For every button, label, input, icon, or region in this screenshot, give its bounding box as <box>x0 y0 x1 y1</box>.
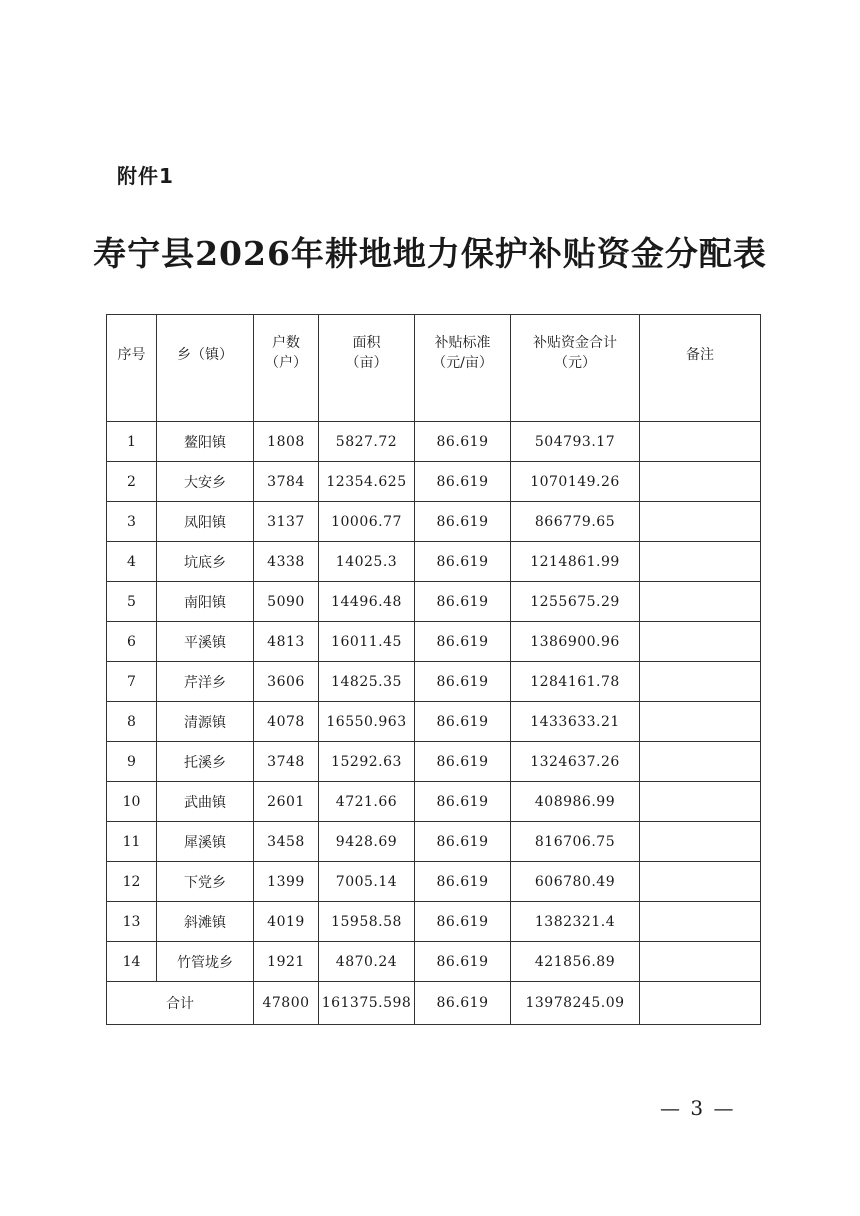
cell-standard: 86.619 <box>415 502 511 542</box>
cell-standard: 86.619 <box>415 862 511 902</box>
cell-area: 14825.35 <box>319 662 415 702</box>
table-row <box>107 702 761 742</box>
cell-remark <box>640 422 761 462</box>
cell-total: 408986.99 <box>511 782 640 822</box>
cell-area: 14496.48 <box>319 582 415 622</box>
header-area-label: 面积 <box>352 335 381 351</box>
header-remark: 备注 <box>640 315 761 422</box>
cell-remark <box>640 582 761 622</box>
cell-area: 7005.14 <box>319 862 415 902</box>
table-row <box>107 622 761 662</box>
cell-households: 3606 <box>254 662 319 702</box>
cell-households: 4078 <box>254 702 319 742</box>
cell-area: 14025.3 <box>319 542 415 582</box>
cell-seq: 7 <box>107 662 157 702</box>
cell-remark <box>640 902 761 942</box>
cell-seq: 4 <box>107 542 157 582</box>
cell-households: 3784 <box>254 462 319 502</box>
total-remark <box>640 982 761 1025</box>
cell-area: 12354.625 <box>319 462 415 502</box>
cell-households: 4019 <box>254 902 319 942</box>
header-area-unit: （亩） <box>345 355 388 371</box>
cell-area: 10006.77 <box>319 502 415 542</box>
cell-households: 4813 <box>254 622 319 662</box>
cell-standard: 86.619 <box>415 542 511 582</box>
cell-households: 1808 <box>254 422 319 462</box>
cell-town: 平溪镇 <box>157 622 254 662</box>
table-row <box>107 542 761 582</box>
cell-seq: 2 <box>107 462 157 502</box>
cell-area: 9428.69 <box>319 822 415 862</box>
cell-households: 1399 <box>254 862 319 902</box>
header-total <box>511 315 640 422</box>
cell-remark <box>640 702 761 742</box>
table-row <box>107 462 761 502</box>
cell-standard: 86.619 <box>415 622 511 662</box>
cell-total: 1284161.78 <box>511 662 640 702</box>
cell-households: 3458 <box>254 822 319 862</box>
cell-total: 421856.89 <box>511 942 640 982</box>
cell-total: 1433633.21 <box>511 702 640 742</box>
cell-town: 芹洋乡 <box>157 662 254 702</box>
cell-remark <box>640 742 761 782</box>
cell-town: 托溪乡 <box>157 742 254 782</box>
table-footer <box>107 982 761 1025</box>
total-amount: 13978245.09 <box>511 982 640 1025</box>
cell-remark <box>640 462 761 502</box>
cell-town: 清源镇 <box>157 702 254 742</box>
cell-remark <box>640 782 761 822</box>
cell-seq: 12 <box>107 862 157 902</box>
cell-area: 15958.58 <box>319 902 415 942</box>
cell-total: 816706.75 <box>511 822 640 862</box>
cell-seq: 5 <box>107 582 157 622</box>
cell-total: 606780.49 <box>511 862 640 902</box>
table-row <box>107 662 761 702</box>
table-row <box>107 942 761 982</box>
cell-total: 1070149.26 <box>511 462 640 502</box>
cell-total: 1324637.26 <box>511 742 640 782</box>
cell-households: 5090 <box>254 582 319 622</box>
cell-town: 竹管垅乡 <box>157 942 254 982</box>
table-row <box>107 862 761 902</box>
cell-seq: 1 <box>107 422 157 462</box>
header-total-unit: （元） <box>554 355 596 371</box>
cell-remark <box>640 862 761 902</box>
cell-remark <box>640 822 761 862</box>
cell-standard: 86.619 <box>415 822 511 862</box>
header-area <box>319 315 415 422</box>
header-standard-unit: （元/亩） <box>432 355 493 371</box>
cell-total: 504793.17 <box>511 422 640 462</box>
cell-seq: 10 <box>107 782 157 822</box>
cell-remark <box>640 942 761 982</box>
header-seq: 序号 <box>107 315 157 422</box>
cell-households: 1921 <box>254 942 319 982</box>
cell-remark <box>640 662 761 702</box>
page-number: — 3 — <box>660 1096 736 1120</box>
cell-town: 凤阳镇 <box>157 502 254 542</box>
cell-total: 1255675.29 <box>511 582 640 622</box>
cell-standard: 86.619 <box>415 702 511 742</box>
table-header <box>107 315 761 422</box>
cell-households: 3137 <box>254 502 319 542</box>
cell-remark <box>640 622 761 662</box>
cell-total: 866779.65 <box>511 502 640 542</box>
cell-standard: 86.619 <box>415 582 511 622</box>
cell-standard: 86.619 <box>415 782 511 822</box>
cell-standard: 86.619 <box>415 742 511 782</box>
header-town: 乡（镇） <box>157 315 254 422</box>
cell-standard: 86.619 <box>415 422 511 462</box>
cell-town: 大安乡 <box>157 462 254 502</box>
total-label: 合计 <box>107 982 254 1025</box>
cell-standard: 86.619 <box>415 662 511 702</box>
cell-area: 4721.66 <box>319 782 415 822</box>
cell-area: 16550.963 <box>319 702 415 742</box>
cell-households: 3748 <box>254 742 319 782</box>
cell-seq: 9 <box>107 742 157 782</box>
table-row <box>107 502 761 542</box>
cell-town: 武曲镇 <box>157 782 254 822</box>
cell-standard: 86.619 <box>415 462 511 502</box>
cell-town: 南阳镇 <box>157 582 254 622</box>
cell-seq: 13 <box>107 902 157 942</box>
cell-seq: 14 <box>107 942 157 982</box>
cell-remark <box>640 542 761 582</box>
table-row <box>107 782 761 822</box>
table-row <box>107 582 761 622</box>
annex-label: 附件1 <box>117 164 174 188</box>
header-households <box>254 315 319 422</box>
cell-total: 1382321.4 <box>511 902 640 942</box>
table-body <box>107 422 761 982</box>
cell-households: 2601 <box>254 782 319 822</box>
cell-remark <box>640 502 761 542</box>
cell-town: 鳌阳镇 <box>157 422 254 462</box>
table-row <box>107 742 761 782</box>
cell-town: 下党乡 <box>157 862 254 902</box>
cell-area: 16011.45 <box>319 622 415 662</box>
total-area: 161375.598 <box>319 982 415 1025</box>
header-households-unit: （户） <box>265 355 307 371</box>
cell-standard: 86.619 <box>415 902 511 942</box>
header-households-label: 户数 <box>272 335 300 351</box>
cell-town: 斜滩镇 <box>157 902 254 942</box>
total-row <box>107 982 761 1025</box>
total-households: 47800 <box>254 982 319 1025</box>
cell-total: 1214861.99 <box>511 542 640 582</box>
cell-total: 1386900.96 <box>511 622 640 662</box>
header-total-label: 补贴资金合计 <box>533 335 617 351</box>
cell-seq: 3 <box>107 502 157 542</box>
document-title: 寿宁县2026年耕地地力保护补贴资金分配表 <box>93 234 767 273</box>
cell-town: 坑底乡 <box>157 542 254 582</box>
cell-households: 4338 <box>254 542 319 582</box>
table-row <box>107 422 761 462</box>
cell-seq: 8 <box>107 702 157 742</box>
cell-area: 15292.63 <box>319 742 415 782</box>
subsidy-allocation-table <box>106 314 761 1025</box>
table-row <box>107 902 761 942</box>
table-row <box>107 822 761 862</box>
cell-standard: 86.619 <box>415 942 511 982</box>
cell-seq: 6 <box>107 622 157 662</box>
header-standard <box>415 315 511 422</box>
cell-area: 4870.24 <box>319 942 415 982</box>
cell-area: 5827.72 <box>319 422 415 462</box>
header-standard-label: 补贴标准 <box>434 335 491 351</box>
cell-seq: 11 <box>107 822 157 862</box>
total-standard: 86.619 <box>415 982 511 1025</box>
cell-town: 犀溪镇 <box>157 822 254 862</box>
